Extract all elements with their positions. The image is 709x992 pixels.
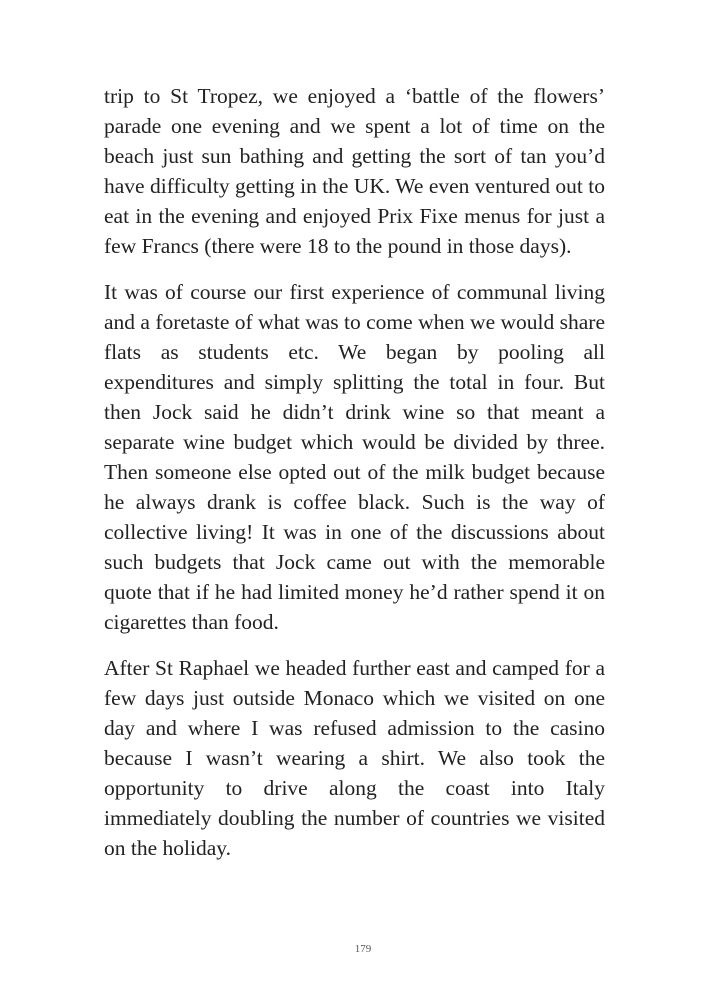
- paragraph-3: After St Raphael we headed further east and camped for a few days just outside Monaco which we visited on one day and where I was refused admission to the casino because I wasn’t wearing a shirt. We also took the opportunity to drive along the coast into Italy immediately doubling the number of countries we visited on the holiday.: [104, 656, 605, 860]
- body-text: [104, 81, 605, 879]
- paragraph-1: trip to St Tropez, we enjoyed a ‘battle of the flowers’ parade one evening and we spent a lot of time on the beach just sun bathing and getting the sort of tan you’d have difficulty getting in the UK. We even ventured out to eat in the evening and enjoyed Prix Fixe menus for just a few Francs (there were 18 to the pound in those days).: [104, 84, 605, 258]
- paragraph-2: It was of course our first experience of communal living and a foretaste of what was to come when we would share flats as students etc. We began by pooling all expenditures and simply splitting the total in four. But then Jock said he didn’t drink wine so that meant a separate wine budget which would be divided by three. Then someone else opted out of the milk budget because he always drank is coffee black. Such is the way of collective living! It was in one of the discussions about such budgets that Jock came out with the memorable quote that if he had limited money he’d rather spend it on cigarettes than food.: [104, 280, 605, 634]
- page-number: 179: [354, 943, 372, 955]
